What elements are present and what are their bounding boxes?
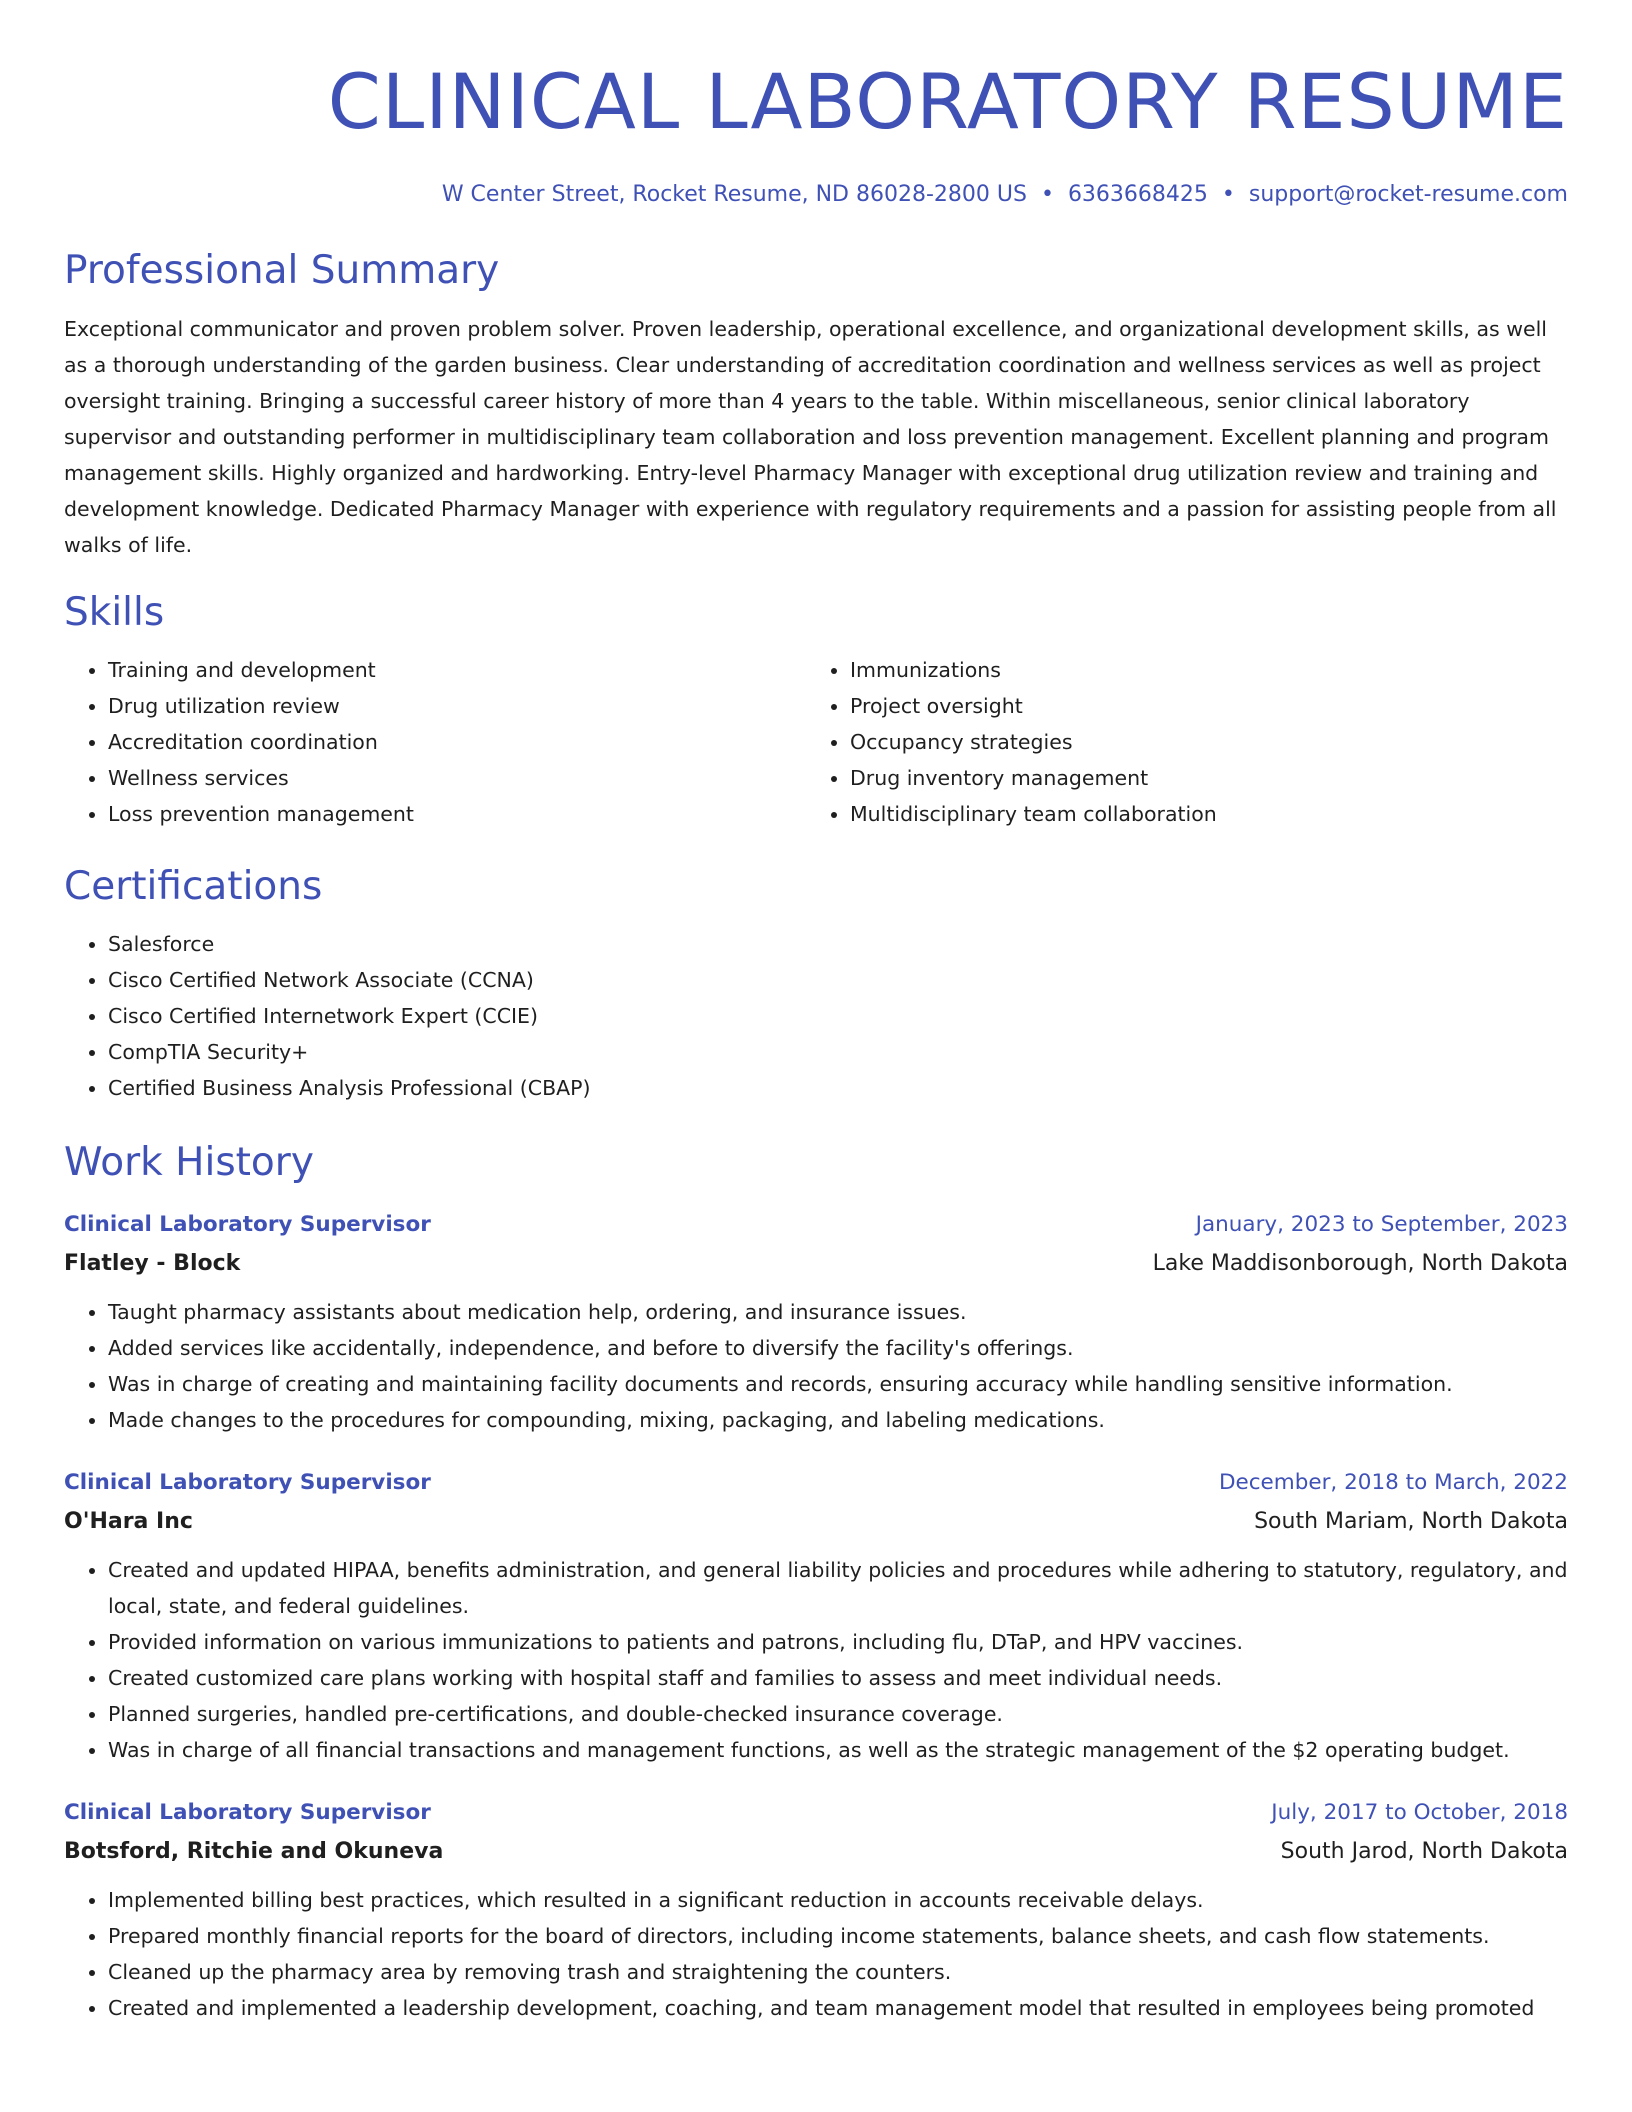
job-location: Lake Maddisonborough, North Dakota <box>1152 1251 1568 1276</box>
job-header-row <box>64 1464 1568 1502</box>
job-bullet: • Implemented billing best practices, which resulted in a significant reduction in accounts receivable delays. <box>108 1882 1568 1918</box>
summary-heading: Professional Summary <box>64 248 500 293</box>
job-header-row <box>64 1206 1568 1244</box>
job-bullet: • Planned surgeries, handled pre-certifications, and double-checked insurance coverage. <box>108 1696 1568 1732</box>
job-bullet: • Created customized care plans working with hospital staff and families to assess and meet individual needs. <box>108 1660 1568 1696</box>
job-dates: January, 2023 to September, 2023 <box>1195 1212 1568 1237</box>
skill-item: • Accreditation coordination <box>108 724 806 760</box>
job-bullet: • Provided information on various immunizations to patients and patrons, including flu, DTaP, and HPV vaccines. <box>108 1624 1568 1660</box>
resume-header <box>64 0 1568 211</box>
job-bullet: • Taught pharmacy assistants about medication help, ordering, and insurance issues. <box>108 1294 1568 1330</box>
skill-item: • Immunizations <box>850 652 1548 688</box>
certification-item: • Salesforce <box>108 926 1568 962</box>
skills-list-right <box>806 652 1548 832</box>
skills-heading: Skills <box>64 590 165 635</box>
skill-item: • Project oversight <box>850 688 1548 724</box>
job-company: O'Hara Inc <box>64 1509 193 1534</box>
job-bullet: • Prepared monthly financial reports for the board of directors, including income statements, balance sheets, and cash flow statements. <box>108 1918 1568 1954</box>
skill-item: • Wellness services <box>108 760 806 796</box>
job-location: South Jarod, North Dakota <box>1280 1839 1568 1864</box>
job-title: Clinical Laboratory Supervisor <box>64 1800 431 1825</box>
job-entry <box>64 1206 1568 1438</box>
job-bullets <box>64 1294 1568 1438</box>
certifications-list <box>64 926 1568 1106</box>
job-bullet: • Cleaned up the pharmacy area by removing trash and straightening the counters. <box>108 1954 1568 1990</box>
job-dates: July, 2017 to October, 2018 <box>1271 1800 1568 1825</box>
resume-title: CLINICAL LABORATORY RESUME <box>327 57 1568 146</box>
contact-separator: • <box>1040 182 1054 207</box>
skill-item: • Training and development <box>108 652 806 688</box>
work-history-heading: Work History <box>64 1140 314 1185</box>
job-company-row <box>64 1244 1568 1284</box>
skill-item: • Drug utilization review <box>108 688 806 724</box>
certification-item: • CompTIA Security+ <box>108 1034 1568 1070</box>
job-title: Clinical Laboratory Supervisor <box>64 1212 431 1237</box>
certification-item: • Cisco Certified Internetwork Expert (CCIE) <box>108 998 1568 1034</box>
job-bullet: • Added services like accidentally, independence, and before to diversify the facility's offerings. <box>108 1330 1568 1366</box>
job-location: South Mariam, North Dakota <box>1254 1509 1568 1534</box>
job-header-row <box>64 1794 1568 1832</box>
skill-item: • Loss prevention management <box>108 796 806 832</box>
job-bullet: • Made changes to the procedures for compounding, mixing, packaging, and labeling medications. <box>108 1402 1568 1438</box>
skills-columns <box>64 652 1568 832</box>
job-bullet: • Created and implemented a leadership development, coaching, and team management model that resulted in employees being promoted <box>108 1990 1568 2026</box>
job-company-row <box>64 1502 1568 1542</box>
contact-line <box>64 179 1568 211</box>
job-bullet: • Was in charge of creating and maintaining facility documents and records, ensuring accuracy while handling sensitive information. <box>108 1366 1568 1402</box>
contact-email: support@rocket-resume.com <box>1248 182 1568 207</box>
job-title: Clinical Laboratory Supervisor <box>64 1470 431 1495</box>
job-company: Botsford, Ritchie and Okuneva <box>64 1839 444 1864</box>
contact-phone: 6363668425 <box>1067 182 1208 207</box>
job-company: Flatley - Block <box>64 1251 241 1276</box>
job-bullet: • Was in charge of all financial transactions and management functions, as well as the strategic management of the $2 operating budget. <box>108 1732 1568 1768</box>
skill-item: • Occupancy strategies <box>850 724 1548 760</box>
job-entry <box>64 1464 1568 1768</box>
job-bullet: • Created and updated HIPAA, benefits administration, and general liability policies and procedures while adhering to statutory, regulatory, and local, state, and federal guidelines. <box>108 1552 1568 1624</box>
job-bullets <box>64 1552 1568 1768</box>
certification-item: • Cisco Certified Network Associate (CCNA) <box>108 962 1568 998</box>
summary-text: Exceptional communicator and proven problem solver. Proven leadership, operational excellence, and organizational development skills, as well as a thorough understanding of the garden business. Clear understanding of accreditation coordination and wellness services as well as project oversight training. Bringing a successful career history of more than 4 years to the table. Within miscellaneous, senior clinical laboratory supervisor and outstanding performer in multidisciplinary team collaboration and loss prevention management. Excellent planning and program management skills. Highly organized and hardworking. Entry-level Pharmacy Manager with exceptional drug utilization review and training and development knowledge. Dedicated Pharmacy Manager with experience with regulatory requirements and a passion for assisting people from all walks of life. <box>64 317 1557 557</box>
skill-item: • Drug inventory management <box>850 760 1548 796</box>
job-bullets <box>64 1882 1568 2026</box>
contact-separator: • <box>1221 182 1235 207</box>
job-entry <box>64 1794 1568 2026</box>
certifications-heading: Certifications <box>64 864 323 909</box>
job-dates: December, 2018 to March, 2022 <box>1218 1470 1568 1495</box>
contact-address: W Center Street, Rocket Resume, ND 86028-2800 US <box>441 182 1027 207</box>
job-company-row <box>64 1832 1568 1872</box>
skill-item: • Multidisciplinary team collaboration <box>850 796 1548 832</box>
skills-list-left <box>64 652 806 832</box>
certification-item: • Certified Business Analysis Professional (CBAP) <box>108 1070 1568 1106</box>
